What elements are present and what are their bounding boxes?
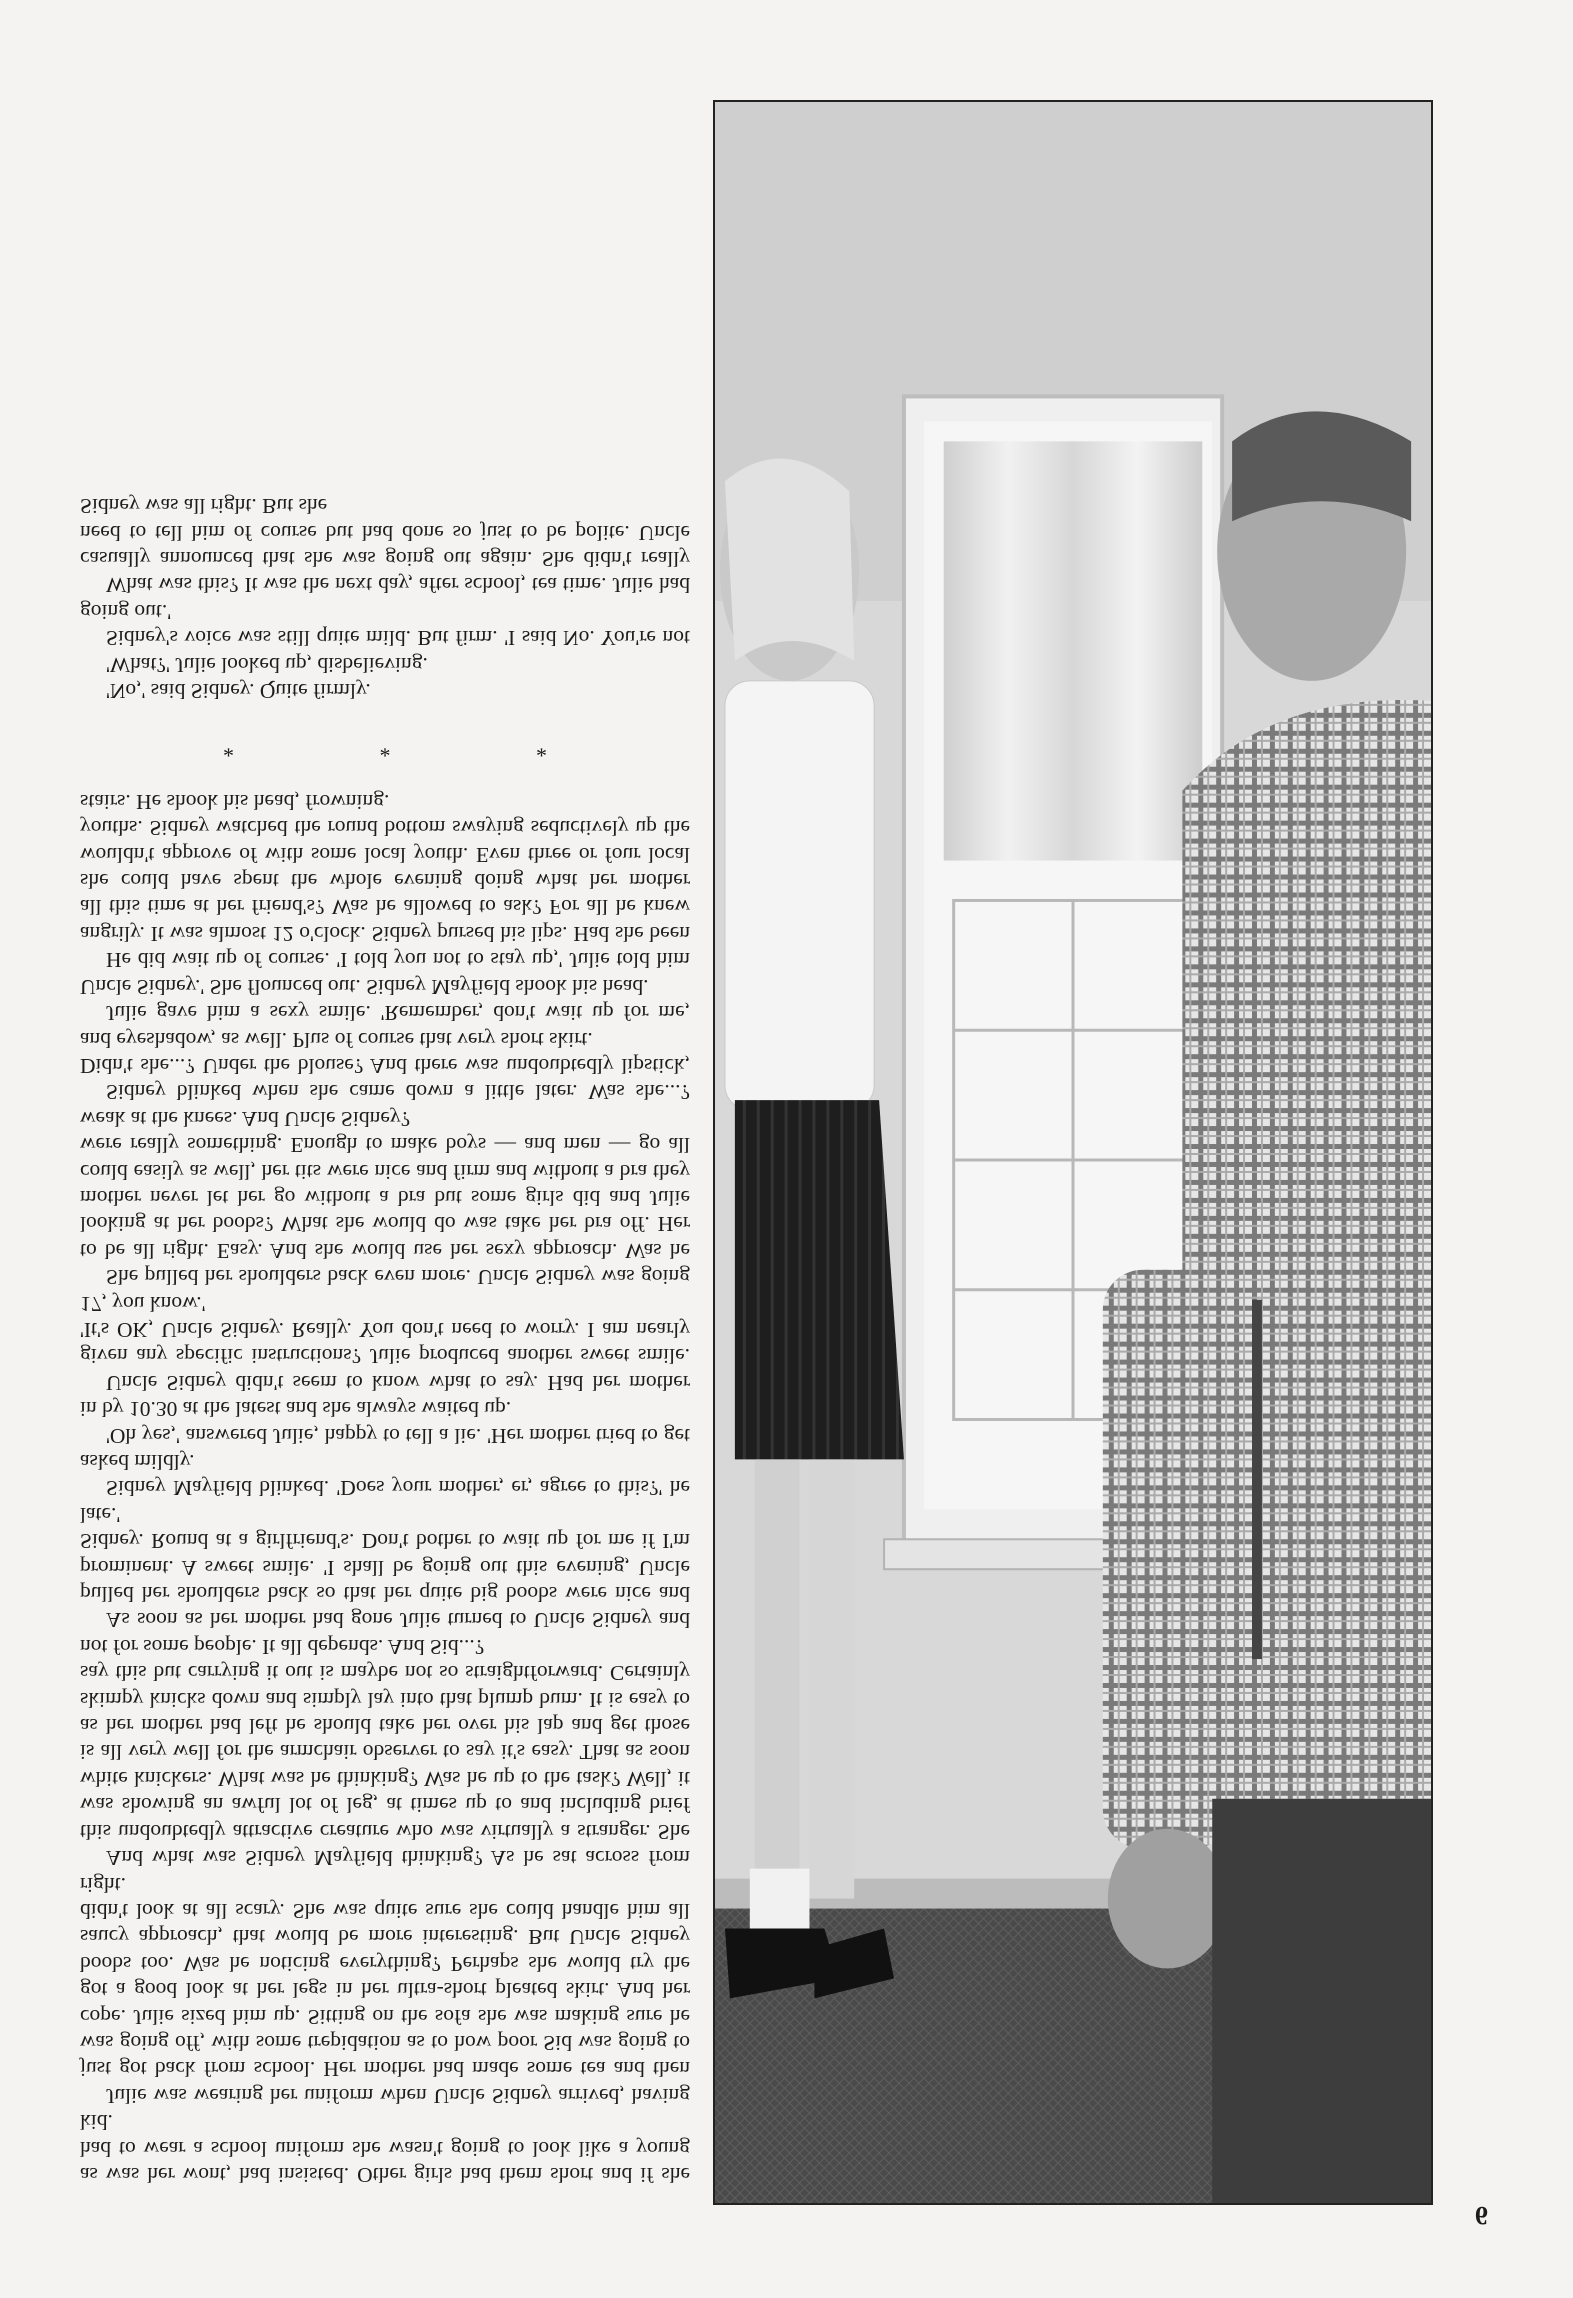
page-number: 6 [1475,2201,1488,2230]
story-paragraph: 'Oh yes,' answered Julie, happy to tell a lie. 'Her mother tried to get in by 10.30 at the latest and she always waited up. [80,1397,690,1448]
story-paragraph: Julie was wearing her uniform when Uncle Sidney arrived, having just got back from school. Her mother had made some tea and then was going off, with some trepidation as to how poor Sid was going to cope. Julie sized him up. Sitting on the sofa she was making sure he got a good look at her legs in her ultra-short pleated skirt. And her boobs too. Was he noticing everything? Perhaps she would try the saucy approach, that would be more interesting. But Uncle Sidney didn't look at all scary. She was quite sure she could handle him all right. [80,1872,690,2108]
story-paragraph: As soon as her mother had gone Julie turned to Uncle Sidney and pulled her shoulders back so that her quite big boobs were nice and prominent. A sweet smile. 'I shall be going out this evening, Uncle Sidney. Round at a girlfriend's. Don't bother to wait up for me if I'm late.' [80,1502,690,1633]
photograph [713,100,1433,2205]
article-text-column [60,80,710,2200]
story-paragraph: 'No,' said Sidney. Quite firmly. [106,679,371,704]
story-paragraph: What was this? It was the next day, after school, tea time. Julie had casually announced that she was going out again. She didn't really need to tell him of course but had done so just to be polite. Uncle Sidney was all right. But she [80,494,690,598]
story-paragraph: And what was Sidney Mayfield thinking? As he sat across from this undoubtedly attractive creature who was virtually a stranger. She was showing an awful lot of leg, at times up to and including brief white knickers. What was he thinking? Was he up to the task? Well, it is all very well for the armchair observer to say it's easy. That as soon as her mother had left he should take her over his lap and get those skimpy knicks down and simply lay into that plump bum. It is easy to say this but carrying it out is maybe not so straightforward. Certainly not for some people. It all depends. And Sid...? [80,1634,690,1871]
story-paragraph: Uncle Sidney didn't seem to know what to say. Had her mother given any specific instructions? Julie produced another sweet smile. 'It's OK, Uncle Sidney. Really. You don't need to worry. I am nearly 17, you know.' [80,1291,690,1395]
story-paragraph: as was her wont, had insisted. Other girls had them short and if she had to wear a school uniform she wasn't going to look like a young kid. [80,2110,690,2187]
story-paragraph: He did wait up of course. 'I told you not to stay up,' Julie told him angrily. It was almost 12 o'clock. Sidney pursed his lips. Had she been all this time at her friend's? Was he allowed to ask? For all he knew she could have spent the whole evening doing what her mother wouldn't approve of with some local youth. Even three or four local youths. Sidney watched the round bottom swaying seductively up the stairs. He shook his head, frowning. [80,789,690,973]
story-paragraph: 'What?' Julie looked up, disbelieving. [106,652,428,677]
story-paragraph: Julie gave him a sexy smile. 'Remember, don't wait up for me, Uncle Sidney.' She flounced out. Sidney Mayfield shook his head. [80,974,690,1026]
story-section-1 [80,788,690,2188]
photo-illustration [715,102,1431,2203]
story-paragraph: She pulled her shoulders back even more. Uncle Sidney was going to be all right. Easy. And she would use her sexy approach. Was he looking at her boobs? What she would do was take her bra off. Her mother never let her go without a bra but some girls did and Julie could easily as well, her tits were nice and firm and without a bra they were really something. Enough to make boys — and men — go all weak at the knees. And Uncle Sidney? [80,1106,690,1290]
story-paragraph: Sidney blinked when she came down a little later. Was she...? Didn't she...? Under the blouse? And there was undoubtedly lipstick, and eyeshadow, as well. Plus of course that very short skirt. [80,1027,690,1105]
story-section-2 [80,493,690,704]
story-paragraph: Sidney Mayfield blinked. 'Does your mother, er, agree to this?' he asked mildly. [80,1450,690,1501]
section-separator: * * * [223,737,617,763]
story-paragraph: Sidney's voice was still quite mild. But firm. 'I said No. You're not going out.' [80,599,690,651]
